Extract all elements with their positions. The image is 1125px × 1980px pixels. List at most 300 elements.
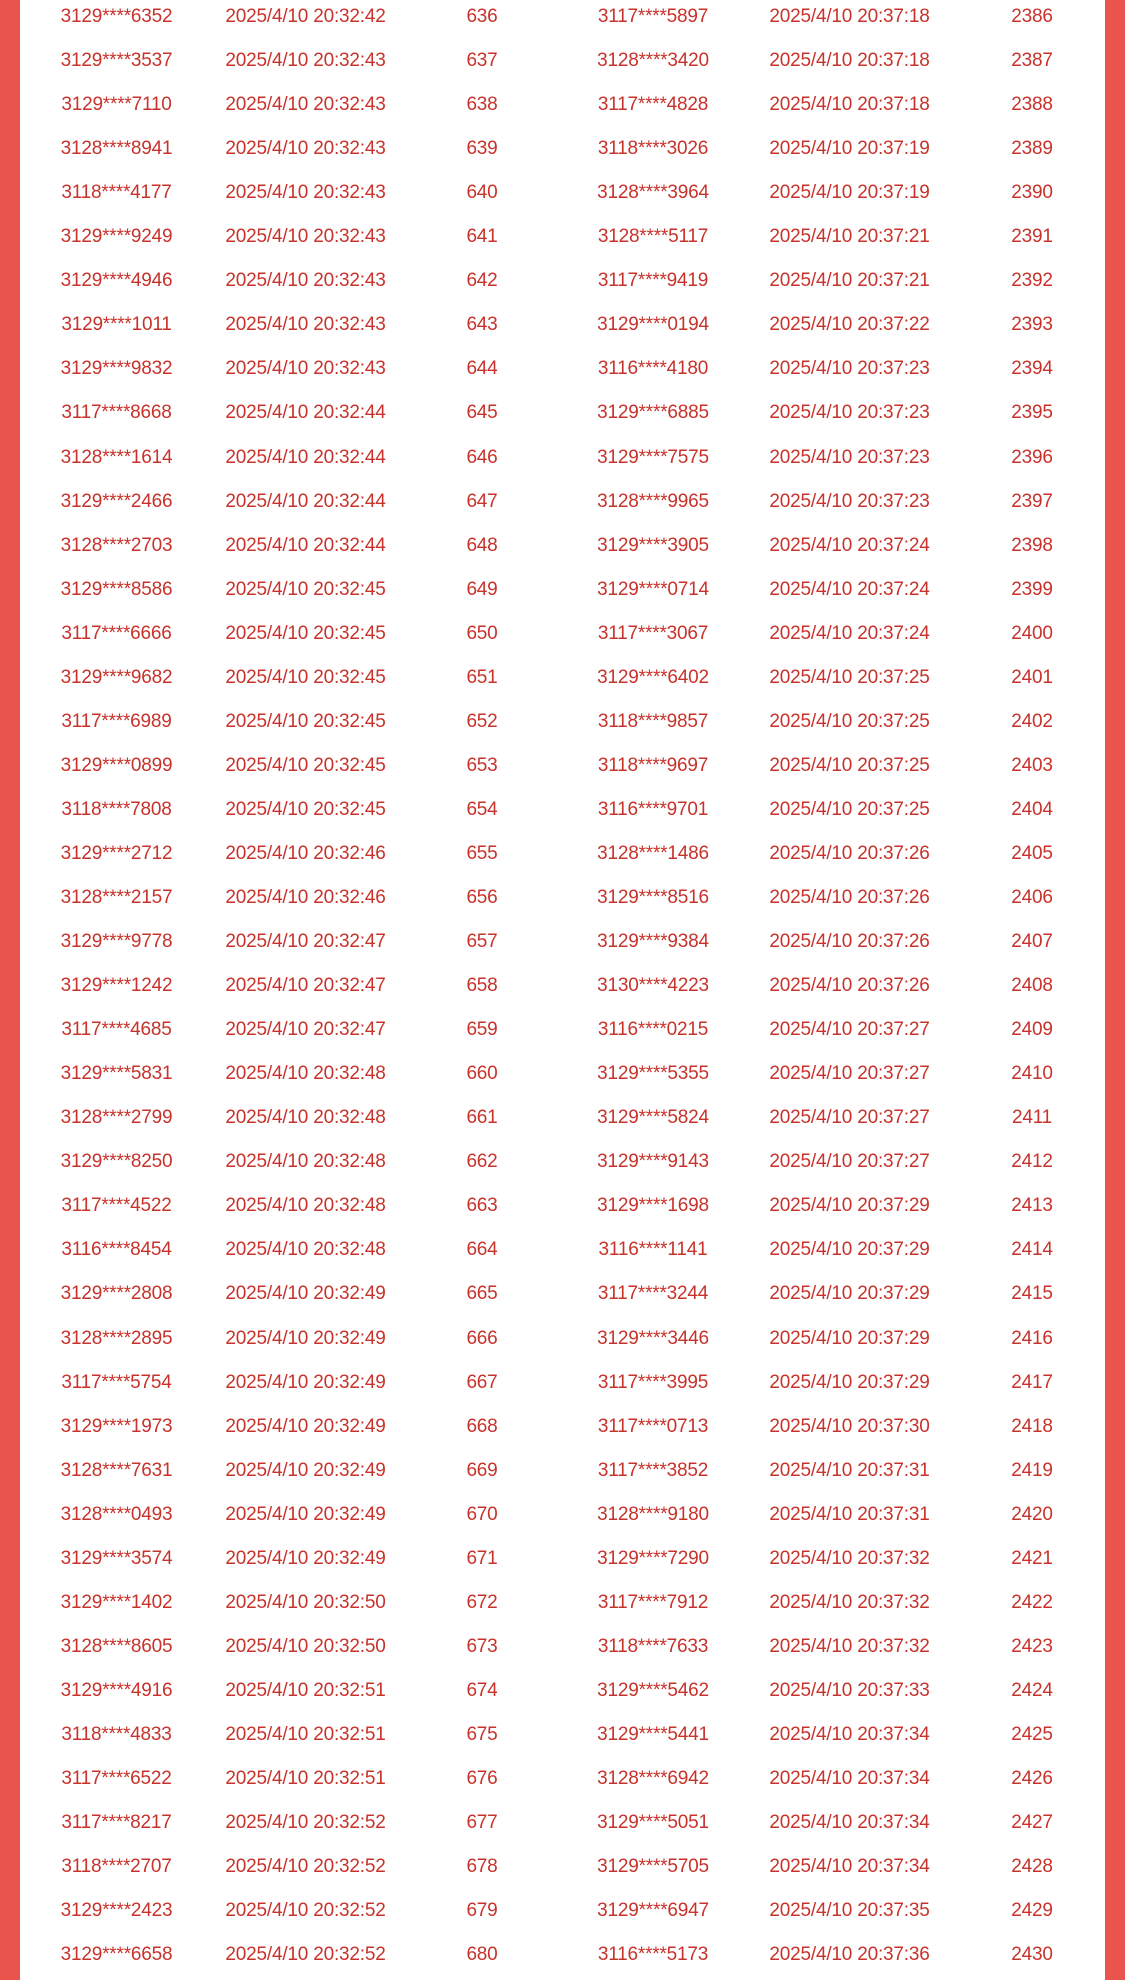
- phone-left-cell: 3128****1614: [60, 446, 173, 468]
- rank-right-cell: 2407: [1011, 931, 1053, 953]
- table-row: [20, 303, 1105, 347]
- time-right-cell: 2025/4/10 20:37:34: [769, 1723, 930, 1745]
- phone-left-cell: 3128****2895: [60, 1327, 173, 1349]
- phone-left-cell: 3129****8250: [60, 1151, 173, 1173]
- table-row: [20, 83, 1105, 127]
- table-row: [20, 171, 1105, 215]
- time-right-cell: 2025/4/10 20:37:27: [769, 1151, 930, 1173]
- table-row: [20, 1317, 1105, 1361]
- rank-left-cell: 650: [466, 622, 498, 644]
- time-right-cell: 2025/4/10 20:37:18: [769, 50, 930, 72]
- phone-left-cell: 3129****1011: [61, 314, 172, 336]
- rank-left-cell: 671: [466, 1547, 498, 1569]
- phone-left-cell: 3117****8217: [61, 1812, 172, 1834]
- phone-right-cell: 3118****3026: [597, 138, 709, 160]
- phone-left-cell: 3117****5754: [61, 1371, 172, 1393]
- phone-left-cell: 3129****3537: [60, 50, 173, 72]
- time-right-cell: 2025/4/10 20:37:22: [769, 314, 930, 336]
- time-left-cell: 2025/4/10 20:32:50: [225, 1635, 386, 1657]
- rank-left-cell: 679: [466, 1900, 498, 1922]
- table-row: [20, 788, 1105, 832]
- phone-right-cell: 3129****9143: [597, 1151, 709, 1173]
- rank-left-cell: 639: [466, 138, 498, 160]
- phone-left-cell: 3117****8668: [61, 402, 172, 424]
- rank-right-cell: 2420: [1011, 1503, 1053, 1525]
- phone-right-cell: 3116****4180: [597, 358, 709, 380]
- phone-right-cell: 3117****9419: [597, 270, 709, 292]
- rank-right-cell: 2399: [1011, 578, 1053, 600]
- rank-right-cell: 2398: [1011, 534, 1053, 556]
- phone-left-cell: 3129****3574: [60, 1547, 173, 1569]
- phone-right-cell: 3118****7633: [597, 1635, 709, 1657]
- rank-left-cell: 651: [466, 666, 498, 688]
- time-left-cell: 2025/4/10 20:32:42: [225, 6, 386, 27]
- rank-left-cell: 643: [466, 314, 498, 336]
- phone-right-cell: 3130****4223: [597, 975, 709, 997]
- phone-right-cell: 3117****3852: [597, 1459, 709, 1481]
- phone-right-cell: 3117****3067: [597, 622, 709, 644]
- table-row: [20, 524, 1105, 568]
- phone-right-cell: 3118****9857: [597, 710, 709, 732]
- phone-left-cell: 3129****7110: [61, 94, 172, 116]
- phone-right-cell: 3129****7290: [597, 1547, 709, 1569]
- phone-left-cell: 3128****7631: [60, 1459, 173, 1481]
- phone-left-cell: 3129****9832: [60, 358, 173, 380]
- time-right-cell: 2025/4/10 20:37:23: [769, 490, 930, 512]
- rank-left-cell: 642: [466, 270, 498, 292]
- table-row: [20, 1801, 1105, 1845]
- table-row: [20, 1228, 1105, 1272]
- time-left-cell: 2025/4/10 20:32:45: [225, 622, 386, 644]
- rank-right-cell: 2397: [1011, 490, 1053, 512]
- phone-right-cell: 3117****7912: [597, 1591, 709, 1613]
- rank-left-cell: 659: [466, 1019, 498, 1041]
- time-left-cell: 2025/4/10 20:32:47: [225, 1019, 386, 1041]
- time-left-cell: 2025/4/10 20:32:51: [225, 1768, 386, 1789]
- table-row: [20, 1757, 1105, 1801]
- rank-left-cell: 675: [466, 1723, 498, 1745]
- time-right-cell: 2025/4/10 20:37:31: [769, 1459, 930, 1481]
- rank-left-cell: 666: [466, 1327, 498, 1349]
- rank-left-cell: 664: [466, 1239, 498, 1261]
- time-left-cell: 2025/4/10 20:32:44: [225, 490, 386, 512]
- time-left-cell: 2025/4/10 20:32:52: [225, 1812, 386, 1834]
- rank-left-cell: 669: [466, 1459, 498, 1481]
- phone-left-cell: 3129****2712: [60, 842, 173, 864]
- table-row: [20, 1096, 1105, 1140]
- phone-right-cell: 3116****0215: [597, 1019, 709, 1041]
- phone-right-cell: 3128****6942: [597, 1768, 709, 1789]
- rank-left-cell: 646: [466, 446, 498, 468]
- table-row: [20, 656, 1105, 700]
- time-left-cell: 2025/4/10 20:32:49: [225, 1547, 386, 1569]
- phone-left-cell: 3117****6522: [61, 1768, 172, 1789]
- time-left-cell: 2025/4/10 20:32:52: [225, 1900, 386, 1922]
- phone-right-cell: 3118****9697: [597, 754, 709, 776]
- table-row: [20, 0, 1105, 39]
- table-row: [20, 1537, 1105, 1581]
- rank-right-cell: 2389: [1011, 138, 1053, 160]
- rank-right-cell: 2408: [1011, 975, 1053, 997]
- rank-left-cell: 672: [466, 1591, 498, 1613]
- phone-right-cell: 3117****3995: [597, 1371, 709, 1393]
- rank-right-cell: 2423: [1011, 1635, 1053, 1657]
- phone-right-cell: 3129****3905: [597, 534, 709, 556]
- rank-left-cell: 636: [466, 6, 498, 27]
- table-row: [20, 744, 1105, 788]
- phone-right-cell: 3128****3420: [597, 50, 709, 72]
- rank-right-cell: 2428: [1011, 1856, 1053, 1878]
- phone-right-cell: 3129****5705: [597, 1856, 709, 1878]
- rank-left-cell: 680: [466, 1944, 498, 1966]
- time-left-cell: 2025/4/10 20:32:49: [225, 1327, 386, 1349]
- rank-left-cell: 640: [466, 182, 498, 204]
- phone-left-cell: 3129****1242: [60, 975, 173, 997]
- rank-left-cell: 663: [466, 1195, 498, 1217]
- time-right-cell: 2025/4/10 20:37:25: [769, 798, 930, 820]
- phone-right-cell: 3129****8516: [597, 887, 709, 908]
- rank-right-cell: 2427: [1011, 1812, 1053, 1834]
- rank-right-cell: 2401: [1011, 666, 1053, 688]
- table-row: [20, 127, 1105, 171]
- phone-left-cell: 3128****8941: [60, 138, 173, 160]
- rank-right-cell: 2410: [1011, 1063, 1053, 1085]
- time-left-cell: 2025/4/10 20:32:44: [225, 402, 386, 424]
- phone-right-cell: 3128****3964: [597, 182, 709, 204]
- time-left-cell: 2025/4/10 20:32:49: [225, 1283, 386, 1305]
- time-left-cell: 2025/4/10 20:32:52: [225, 1944, 386, 1966]
- table-row: [20, 1581, 1105, 1625]
- time-right-cell: 2025/4/10 20:37:29: [769, 1327, 930, 1349]
- rank-right-cell: 2386: [1011, 6, 1053, 27]
- rank-left-cell: 673: [466, 1635, 498, 1657]
- time-right-cell: 2025/4/10 20:37:29: [769, 1195, 930, 1217]
- rank-left-cell: 644: [466, 358, 498, 380]
- time-right-cell: 2025/4/10 20:37:24: [769, 534, 930, 556]
- phone-left-cell: 3116****8454: [61, 1239, 172, 1261]
- phone-left-cell: 3129****9249: [60, 226, 173, 248]
- time-right-cell: 2025/4/10 20:37:34: [769, 1812, 930, 1834]
- rank-left-cell: 637: [466, 50, 498, 72]
- time-right-cell: 2025/4/10 20:37:29: [769, 1371, 930, 1393]
- rank-right-cell: 2419: [1011, 1459, 1053, 1481]
- rank-right-cell: 2391: [1011, 226, 1053, 248]
- phone-right-cell: 3129****6402: [597, 666, 709, 688]
- rank-right-cell: 2394: [1011, 358, 1053, 380]
- time-left-cell: 2025/4/10 20:32:49: [225, 1503, 386, 1525]
- rank-right-cell: 2400: [1011, 622, 1053, 644]
- time-right-cell: 2025/4/10 20:37:19: [769, 182, 930, 204]
- time-right-cell: 2025/4/10 20:37:27: [769, 1107, 930, 1129]
- rank-left-cell: 670: [466, 1503, 498, 1525]
- phone-right-cell: 3117****3244: [597, 1283, 709, 1305]
- phone-left-cell: 3129****2808: [60, 1283, 173, 1305]
- time-right-cell: 2025/4/10 20:37:31: [769, 1503, 930, 1525]
- time-right-cell: 2025/4/10 20:37:25: [769, 754, 930, 776]
- time-right-cell: 2025/4/10 20:37:32: [769, 1591, 930, 1613]
- phone-left-cell: 3129****9682: [60, 666, 173, 688]
- table-row: [20, 215, 1105, 259]
- time-right-cell: 2025/4/10 20:37:18: [769, 6, 930, 27]
- time-right-cell: 2025/4/10 20:37:24: [769, 578, 930, 600]
- rank-right-cell: 2424: [1011, 1679, 1053, 1701]
- time-right-cell: 2025/4/10 20:37:26: [769, 887, 930, 908]
- phone-right-cell: 3129****0714: [597, 578, 709, 600]
- table-row: [20, 347, 1105, 391]
- phone-left-cell: 3117****4522: [61, 1195, 172, 1217]
- rank-right-cell: 2388: [1011, 94, 1053, 116]
- rank-right-cell: 2409: [1011, 1019, 1053, 1041]
- time-left-cell: 2025/4/10 20:32:45: [225, 798, 386, 820]
- time-right-cell: 2025/4/10 20:37:29: [769, 1283, 930, 1305]
- time-left-cell: 2025/4/10 20:32:48: [225, 1195, 386, 1217]
- time-right-cell: 2025/4/10 20:37:34: [769, 1856, 930, 1878]
- table-row: [20, 1449, 1105, 1493]
- table-row: [20, 1405, 1105, 1449]
- table-row: [20, 832, 1105, 876]
- phone-right-cell: 3128****9180: [597, 1503, 709, 1525]
- phone-left-cell: 3129****6352: [60, 6, 173, 27]
- time-left-cell: 2025/4/10 20:32:51: [225, 1679, 386, 1701]
- phone-right-cell: 3129****6885: [597, 402, 709, 424]
- table-row: [20, 39, 1105, 83]
- phone-right-cell: 3128****5117: [597, 226, 709, 248]
- time-left-cell: 2025/4/10 20:32:43: [225, 358, 386, 380]
- time-left-cell: 2025/4/10 20:32:43: [225, 270, 386, 292]
- time-right-cell: 2025/4/10 20:37:23: [769, 358, 930, 380]
- time-right-cell: 2025/4/10 20:37:27: [769, 1063, 930, 1085]
- rank-right-cell: 2405: [1011, 842, 1053, 864]
- table-row: [20, 876, 1105, 920]
- phone-left-cell: 3117****6666: [61, 622, 172, 644]
- rank-right-cell: 2406: [1011, 887, 1053, 908]
- phone-left-cell: 3117****4685: [61, 1019, 172, 1041]
- rank-left-cell: 674: [466, 1679, 498, 1701]
- time-left-cell: 2025/4/10 20:32:43: [225, 226, 386, 248]
- rank-right-cell: 2417: [1011, 1371, 1053, 1393]
- phone-right-cell: 3129****6947: [597, 1900, 709, 1922]
- phone-right-cell: 3117****5897: [597, 6, 709, 27]
- rank-left-cell: 641: [466, 226, 498, 248]
- time-left-cell: 2025/4/10 20:32:44: [225, 446, 386, 468]
- rank-right-cell: 2387: [1011, 50, 1053, 72]
- phone-left-cell: 3129****0899: [60, 754, 173, 776]
- rank-right-cell: 2414: [1011, 1239, 1053, 1261]
- rank-right-cell: 2413: [1011, 1195, 1053, 1217]
- time-right-cell: 2025/4/10 20:37:33: [769, 1679, 930, 1701]
- rank-right-cell: 2422: [1011, 1591, 1053, 1613]
- time-right-cell: 2025/4/10 20:37:26: [769, 931, 930, 953]
- phone-right-cell: 3116****1141: [598, 1239, 708, 1261]
- rank-left-cell: 647: [466, 490, 498, 512]
- phone-right-cell: 3116****9701: [597, 798, 709, 820]
- phone-left-cell: 3129****1973: [60, 1415, 173, 1437]
- phone-left-cell: 3118****7808: [61, 798, 172, 820]
- time-left-cell: 2025/4/10 20:32:51: [225, 1723, 386, 1745]
- phone-left-cell: 3128****8605: [60, 1635, 173, 1657]
- table-row: [20, 1008, 1105, 1052]
- time-left-cell: 2025/4/10 20:32:43: [225, 94, 386, 116]
- table-row: [20, 1140, 1105, 1184]
- time-right-cell: 2025/4/10 20:37:32: [769, 1547, 930, 1569]
- rank-right-cell: 2395: [1011, 402, 1053, 424]
- time-left-cell: 2025/4/10 20:32:47: [225, 975, 386, 997]
- rank-left-cell: 657: [466, 931, 498, 953]
- time-left-cell: 2025/4/10 20:32:50: [225, 1591, 386, 1613]
- rank-left-cell: 662: [466, 1151, 498, 1173]
- time-left-cell: 2025/4/10 20:32:43: [225, 314, 386, 336]
- time-right-cell: 2025/4/10 20:37:26: [769, 842, 930, 864]
- rank-left-cell: 658: [466, 975, 498, 997]
- table-row: [20, 1493, 1105, 1537]
- time-left-cell: 2025/4/10 20:32:48: [225, 1151, 386, 1173]
- time-right-cell: 2025/4/10 20:37:18: [769, 94, 930, 116]
- time-right-cell: 2025/4/10 20:37:23: [769, 402, 930, 424]
- time-right-cell: 2025/4/10 20:37:21: [769, 226, 930, 248]
- rank-right-cell: 2396: [1011, 446, 1053, 468]
- rank-left-cell: 665: [466, 1283, 498, 1305]
- table-row: [20, 1933, 1105, 1977]
- time-right-cell: 2025/4/10 20:37:24: [769, 622, 930, 644]
- time-right-cell: 2025/4/10 20:37:23: [769, 446, 930, 468]
- phone-left-cell: 3129****2466: [60, 490, 173, 512]
- table-row: [20, 1669, 1105, 1713]
- time-right-cell: 2025/4/10 20:37:32: [769, 1635, 930, 1657]
- rank-right-cell: 2426: [1011, 1768, 1053, 1789]
- phone-right-cell: 3116****5173: [597, 1944, 709, 1966]
- phone-right-cell: 3129****7575: [597, 446, 709, 468]
- time-left-cell: 2025/4/10 20:32:44: [225, 534, 386, 556]
- phone-right-cell: 3128****9965: [597, 490, 709, 512]
- time-right-cell: 2025/4/10 20:37:25: [769, 710, 930, 732]
- phone-right-cell: 3117****4828: [597, 94, 709, 116]
- rank-right-cell: 2425: [1011, 1723, 1053, 1745]
- table-row: [20, 612, 1105, 656]
- table-row: [20, 259, 1105, 303]
- rank-left-cell: 654: [466, 798, 498, 820]
- rank-right-cell: 2404: [1011, 798, 1053, 820]
- rank-right-cell: 2411: [1011, 1107, 1053, 1129]
- time-left-cell: 2025/4/10 20:32:49: [225, 1459, 386, 1481]
- time-left-cell: 2025/4/10 20:32:46: [225, 887, 386, 908]
- table-row: [20, 436, 1105, 480]
- table-row: [20, 1361, 1105, 1405]
- time-left-cell: 2025/4/10 20:32:48: [225, 1107, 386, 1129]
- time-right-cell: 2025/4/10 20:37:35: [769, 1900, 930, 1922]
- time-left-cell: 2025/4/10 20:32:43: [225, 182, 386, 204]
- phone-right-cell: 3129****5462: [597, 1679, 709, 1701]
- rank-left-cell: 653: [466, 754, 498, 776]
- time-left-cell: 2025/4/10 20:32:48: [225, 1063, 386, 1085]
- phone-right-cell: 3129****5824: [597, 1107, 709, 1129]
- rank-right-cell: 2393: [1011, 314, 1053, 336]
- table-row: [20, 1845, 1105, 1889]
- time-left-cell: 2025/4/10 20:32:43: [225, 50, 386, 72]
- time-left-cell: 2025/4/10 20:32:52: [225, 1856, 386, 1878]
- rank-right-cell: 2430: [1011, 1944, 1053, 1966]
- rank-left-cell: 655: [466, 842, 498, 864]
- time-left-cell: 2025/4/10 20:32:49: [225, 1415, 386, 1437]
- phone-left-cell: 3128****2703: [60, 534, 173, 556]
- rank-left-cell: 648: [466, 534, 498, 556]
- phone-right-cell: 3129****5441: [597, 1723, 709, 1745]
- phone-right-cell: 3117****0713: [597, 1415, 709, 1437]
- phone-left-cell: 3129****1402: [60, 1591, 173, 1613]
- table-row: [20, 1272, 1105, 1316]
- rank-right-cell: 2412: [1011, 1151, 1053, 1173]
- phone-left-cell: 3128****2157: [60, 887, 173, 908]
- winners-list-panel: [20, 0, 1105, 1980]
- table-row: [20, 480, 1105, 524]
- table-row: [20, 1889, 1105, 1933]
- time-left-cell: 2025/4/10 20:32:47: [225, 931, 386, 953]
- phone-left-cell: 3118****4833: [61, 1723, 172, 1745]
- time-left-cell: 2025/4/10 20:32:45: [225, 710, 386, 732]
- time-left-cell: 2025/4/10 20:32:45: [225, 754, 386, 776]
- table-row: [20, 391, 1105, 435]
- time-right-cell: 2025/4/10 20:37:27: [769, 1019, 930, 1041]
- phone-right-cell: 3129****5051: [597, 1812, 709, 1834]
- rank-right-cell: 2421: [1011, 1547, 1053, 1569]
- rank-left-cell: 649: [466, 578, 498, 600]
- time-right-cell: 2025/4/10 20:37:26: [769, 975, 930, 997]
- rank-left-cell: 667: [466, 1371, 498, 1393]
- rank-right-cell: 2390: [1011, 182, 1053, 204]
- table-row: [20, 1052, 1105, 1096]
- table-row: [20, 920, 1105, 964]
- phone-left-cell: 3129****9778: [60, 931, 173, 953]
- time-left-cell: 2025/4/10 20:32:46: [225, 842, 386, 864]
- rank-right-cell: 2429: [1011, 1900, 1053, 1922]
- time-right-cell: 2025/4/10 20:37:34: [769, 1768, 930, 1789]
- time-left-cell: 2025/4/10 20:32:48: [225, 1239, 386, 1261]
- phone-left-cell: 3129****4916: [60, 1679, 173, 1701]
- phone-right-cell: 3129****9384: [597, 931, 709, 953]
- rank-right-cell: 2403: [1011, 754, 1053, 776]
- phone-left-cell: 3118****4177: [61, 182, 172, 204]
- table-row: [20, 568, 1105, 612]
- time-right-cell: 2025/4/10 20:37:30: [769, 1415, 930, 1437]
- phone-right-cell: 3129****5355: [597, 1063, 709, 1085]
- table-row: [20, 1625, 1105, 1669]
- phone-left-cell: 3129****4946: [60, 270, 173, 292]
- time-right-cell: 2025/4/10 20:37:21: [769, 270, 930, 292]
- phone-left-cell: 3128****2799: [60, 1107, 173, 1129]
- phone-left-cell: 3128****0493: [60, 1503, 173, 1525]
- table-row: [20, 1713, 1105, 1757]
- table-row: [20, 1184, 1105, 1228]
- time-right-cell: 2025/4/10 20:37:25: [769, 666, 930, 688]
- rank-left-cell: 668: [466, 1415, 498, 1437]
- rank-right-cell: 2418: [1011, 1415, 1053, 1437]
- phone-left-cell: 3118****2707: [61, 1856, 172, 1878]
- time-left-cell: 2025/4/10 20:32:43: [225, 138, 386, 160]
- time-right-cell: 2025/4/10 20:37:29: [769, 1239, 930, 1261]
- phone-left-cell: 3129****2423: [60, 1900, 173, 1922]
- phone-right-cell: 3129****0194: [597, 314, 709, 336]
- time-left-cell: 2025/4/10 20:32:49: [225, 1371, 386, 1393]
- phone-right-cell: 3129****1698: [597, 1195, 709, 1217]
- rank-left-cell: 678: [466, 1856, 498, 1878]
- phone-left-cell: 3129****5831: [60, 1063, 173, 1085]
- rank-left-cell: 676: [466, 1768, 498, 1789]
- rank-left-cell: 660: [466, 1063, 498, 1085]
- phone-left-cell: 3117****6989: [61, 710, 172, 732]
- phone-left-cell: 3129****8586: [60, 578, 173, 600]
- time-right-cell: 2025/4/10 20:37:36: [769, 1944, 930, 1966]
- rank-right-cell: 2415: [1011, 1283, 1053, 1305]
- rank-right-cell: 2402: [1011, 710, 1053, 732]
